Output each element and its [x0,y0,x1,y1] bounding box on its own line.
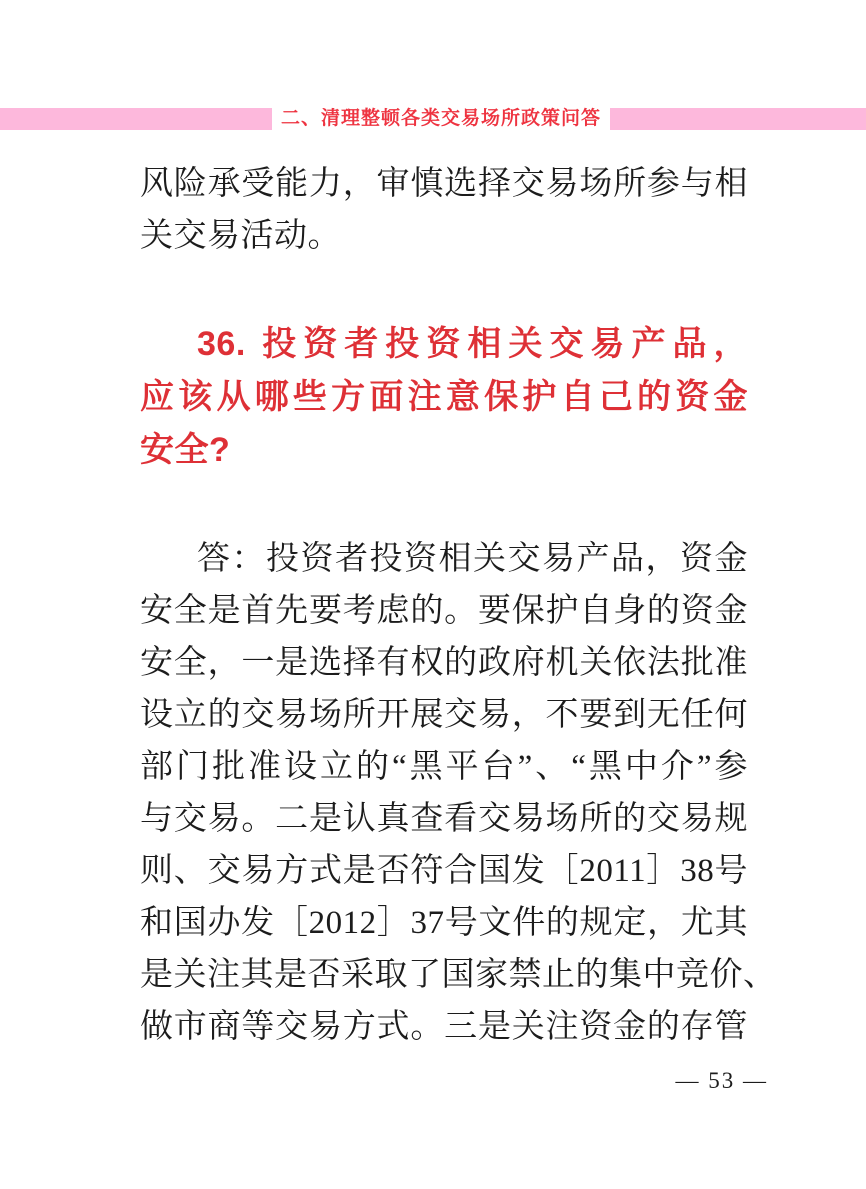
question-line: 应该从哪些方面注意保护自己的资金 [140,378,748,416]
text-line: 设立的交易场所开展交易，不要到无任何 [140,697,748,733]
text-line: 与交易。二是认真查看交易场所的交易规 [140,801,748,837]
text-line: 做市商等交易方式。三是关注资金的存管 [140,1009,748,1045]
answer-paragraph [140,533,777,1053]
text-line: 关交易活动。 [140,218,341,254]
text-line: 和国办发［2012］37号文件的规定，尤其 [140,905,748,941]
text-line: 是关注其是否采取了国家禁止的集中竞价、 [140,957,777,993]
text-line: 风险承受能力，审慎选择交易场所参与相 [140,166,748,202]
question-line: 安全? [140,431,231,469]
text-line: 部门批准设立的“黑平台”、“黑中介”参 [140,749,748,785]
header-rule-left [0,108,272,130]
chapter-title: 二、清理整顿各类交易场所政策问答 [281,108,602,129]
chapter-header [0,108,866,130]
text-line: 安全，一是选择有权的政府机关依法批准 [140,645,748,681]
intro-paragraph [140,158,748,262]
text-line: 答：投资者投资相关交易产品，资金 [197,541,748,577]
question-line: 36. 投资者投资相关交易产品， [197,325,748,363]
page-number: — 53 — [675,1068,768,1093]
text-line: 安全是首先要考虑的。要保护自身的资金 [140,593,748,629]
header-rule-right [610,108,866,130]
question-heading [140,318,748,477]
text-line: 则、交易方式是否符合国发［2011］38号 [140,853,748,889]
